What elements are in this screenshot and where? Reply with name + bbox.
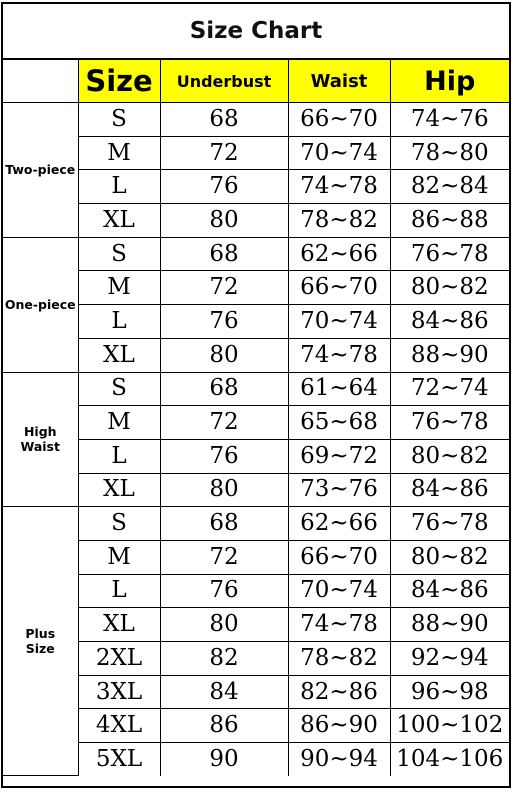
hip-cell: 80~82 [390,540,509,574]
table-row [3,743,509,776]
underbust-cell: 76 [160,574,288,608]
table-row [3,338,509,372]
table-row [3,103,509,137]
table-row [3,709,509,743]
hip-cell: 88~90 [390,608,509,642]
size-cell: L [78,439,160,473]
hip-cell: 96~98 [390,675,509,709]
group-label: Two-piece [3,103,78,238]
group-label: Plus Size [3,507,78,776]
group-label: High Waist [3,372,78,507]
table-row [3,170,509,204]
table-row [3,305,509,339]
size-cell: L [78,170,160,204]
size-cell: M [78,271,160,305]
waist-cell: 65~68 [288,406,390,440]
hip-cell: 82~84 [390,170,509,204]
underbust-cell: 72 [160,136,288,170]
waist-cell: 78~82 [288,204,390,238]
size-cell: M [78,540,160,574]
size-cell: M [78,136,160,170]
waist-cell: 74~78 [288,170,390,204]
hip-cell: 78~80 [390,136,509,170]
underbust-cell: 80 [160,473,288,507]
size-cell: 5XL [78,743,160,776]
size-cell: 2XL [78,642,160,676]
waist-cell: 78~82 [288,642,390,676]
hip-cell: 88~90 [390,338,509,372]
waist-cell: 74~78 [288,338,390,372]
hip-cell: 100~102 [390,709,509,743]
table-row [3,271,509,305]
table-row [3,204,509,238]
table-row [3,574,509,608]
size-cell: XL [78,204,160,238]
size-cell: L [78,574,160,608]
waist-cell: 82~86 [288,675,390,709]
hip-cell: 92~94 [390,642,509,676]
waist-cell: 70~74 [288,305,390,339]
waist-cell: 61~64 [288,372,390,406]
table-row [3,540,509,574]
table-row [3,473,509,507]
table-row [3,372,509,406]
waist-cell: 90~94 [288,743,390,776]
underbust-cell: 84 [160,675,288,709]
hip-cell: 86~88 [390,204,509,238]
waist-cell: 62~66 [288,237,390,271]
table-row [3,642,509,676]
underbust-cell: 72 [160,406,288,440]
underbust-cell: 82 [160,642,288,676]
table-row [3,675,509,709]
hip-cell: 80~82 [390,271,509,305]
waist-cell: 86~90 [288,709,390,743]
table-row [3,439,509,473]
size-cell: S [78,372,160,406]
group-label: One-piece [3,237,78,372]
hip-cell: 84~86 [390,473,509,507]
table-row [3,237,509,271]
underbust-cell: 72 [160,271,288,305]
hip-cell: 76~78 [390,406,509,440]
hip-cell: 104~106 [390,743,509,776]
waist-cell: 70~74 [288,574,390,608]
header-underbust: Underbust [160,60,288,103]
size-cell: S [78,507,160,541]
hip-cell: 76~78 [390,507,509,541]
underbust-cell: 80 [160,338,288,372]
size-cell: S [78,237,160,271]
hip-cell: 76~78 [390,237,509,271]
underbust-cell: 68 [160,237,288,271]
table-row [3,136,509,170]
header-blank-cell [3,60,78,103]
header-waist: Waist [288,60,390,103]
size-cell: M [78,406,160,440]
header-row [3,60,509,103]
underbust-cell: 68 [160,372,288,406]
waist-cell: 70~74 [288,136,390,170]
size-table [3,60,509,776]
size-cell: XL [78,338,160,372]
hip-cell: 84~86 [390,574,509,608]
underbust-cell: 80 [160,204,288,238]
waist-cell: 73~76 [288,473,390,507]
waist-cell: 66~70 [288,540,390,574]
underbust-cell: 72 [160,540,288,574]
hip-cell: 80~82 [390,439,509,473]
underbust-cell: 76 [160,170,288,204]
size-cell: S [78,103,160,137]
underbust-cell: 76 [160,305,288,339]
size-cell: 4XL [78,709,160,743]
table-row [3,406,509,440]
hip-cell: 84~86 [390,305,509,339]
header-hip: Hip [390,60,509,103]
waist-cell: 62~66 [288,507,390,541]
table-row [3,507,509,541]
waist-cell: 66~70 [288,103,390,137]
size-cell: XL [78,473,160,507]
underbust-cell: 68 [160,507,288,541]
underbust-cell: 86 [160,709,288,743]
hip-cell: 74~76 [390,103,509,137]
waist-cell: 69~72 [288,439,390,473]
underbust-cell: 68 [160,103,288,137]
chart-title: Size Chart [3,4,509,60]
size-cell: 3XL [78,675,160,709]
size-chart [1,2,511,788]
table-row [3,608,509,642]
header-size: Size [78,60,160,103]
underbust-cell: 90 [160,743,288,776]
underbust-cell: 80 [160,608,288,642]
underbust-cell: 76 [160,439,288,473]
size-cell: XL [78,608,160,642]
hip-cell: 72~74 [390,372,509,406]
waist-cell: 74~78 [288,608,390,642]
size-cell: L [78,305,160,339]
waist-cell: 66~70 [288,271,390,305]
